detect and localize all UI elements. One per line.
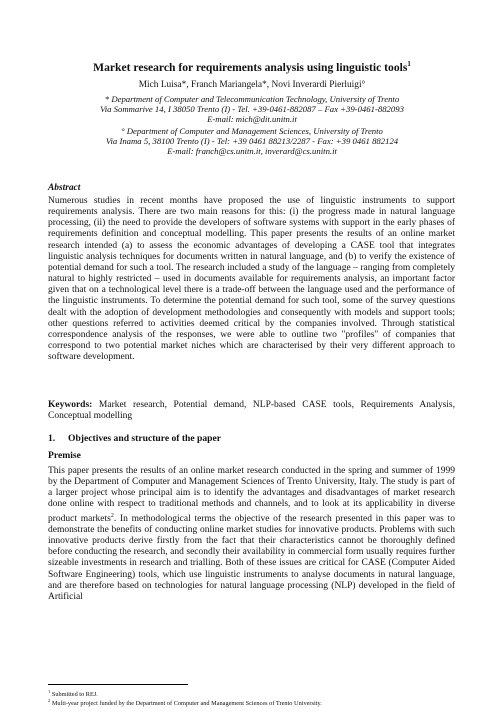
paper-title [40,57,464,75]
affiliation-2-line: ° Department of Computer and Management Sciences, University of Trento [121,126,383,136]
footnote-divider [48,684,188,685]
section-title: Objectives and structure of the paper [68,433,222,444]
affiliation-1-line: Via Sommarive 14, I 38050 Trento (I) - Tel. +39-0461-882087 – Fax +39-0461-882093 [100,104,404,115]
affiliation-2-line: E-mail: franch@cs.unitn.it, inverard@cs.unitn.it [167,146,337,157]
affiliation-2 [30,126,474,157]
keywords-label: Keywords: [48,400,93,410]
footnote-text: Submitted to REJ. [51,691,98,699]
footnote-mark: 2 [48,698,51,703]
subsection-heading: Premise [48,450,81,461]
section-number: 1. [48,433,56,444]
abstract-body: Numerous studies in recent months have proposed the use of linguistic instruments to support requirements analysis. There are two main reasons for this: (i) the progress made in natural language processing, (ii) the need to provide the developers of software systems with support in the early phases of requirements definition and conceptual modelling. This paper presents the results of an online market research intended (a) to assess the economic advantages of developing a CASE tool that integrates linguistic analysis techniques for documents written in natural language, and (b) to verify the existence of potential demand for such a tool. The research included a study of the language – ranging from completely natural to highly restricted – used in documents available for requirements analysis, an important factor given that on a technological level there is a trade-off between the language used and the performance of the linguistic instruments. To determine the potential demand for such tool, some of the survey questions dealt with the adoption of development methodologies and consequently with models and support tools; other questions referred to activities deemed critical by the companies involved. Through statistical correspondence analysis of the responses, we were able to outline two "profiles" of companies that correspond to two potential market niches which are characterised by their very different approach to software development. [48,196,455,363]
affiliation-2-line: Via Inama 5, 38100 Trento (I) - Tel: +39 0461 88213/2287 - Fax: +39 0461 882124 [105,136,399,147]
author-list: Mich Luisa*, Franch Mariangela*, Novi Inverardi Pierluigi° [138,80,366,90]
affiliation-1-line: * Department of Computer and Telecommunication Technology, University of Trento [104,94,400,104]
body-text-part1: This paper presents the results of an online market research conducted in the spring and summer of 1999 by the Department of Computer and Management Sciences of Trento University, Italy. The study is part of a larger project whose principal aim is to identify the advantages and disadvantages of market research done online with respect to traditional methods and channels, and to look at its applicability in diverse product markets [48,466,455,524]
affiliation-1 [30,94,474,125]
keywords [48,400,455,422]
body-footnote-mark: 2 [110,512,114,519]
title-text: Market research for requirements analysis using linguistic tools [93,60,408,74]
body-text-part2: . In methodological terms the objective of the research presented in this paper was to demonstrate the benefits of conducting online market studies for innovative products. Problems with such innovative products derive firstly from the fact that their characteristics cannot be thoroughly defined before conducting the research, and secondly their availability in commercial form usually requires further sizeable investments in research and trialling. Both of these issues are critical for CASE (Computer Aided Software Engineering) tools, which use linguistic instruments to analyse documents in natural language, and are therefore based on technologies for natural language processing (NLP) developed in the field of Artificial [48,513,456,602]
footnote-2 [48,697,468,708]
section-heading [48,433,221,444]
footnote-text: Multi-year project funded by the Department of Computer and Management Sciences of Trento University. [51,700,322,708]
body-paragraph [48,466,455,603]
footnote-mark: 1 [48,689,51,694]
title-footnote-mark: 1 [407,60,411,68]
keywords-text: Market research, Potential demand, NLP-based CASE tools, Requirements Analysis, Conceptual modelling [48,400,455,422]
abstract-heading: Abstract [48,183,81,193]
affiliation-1-line: E-mail: mich@dit.unitn.it [207,114,297,125]
